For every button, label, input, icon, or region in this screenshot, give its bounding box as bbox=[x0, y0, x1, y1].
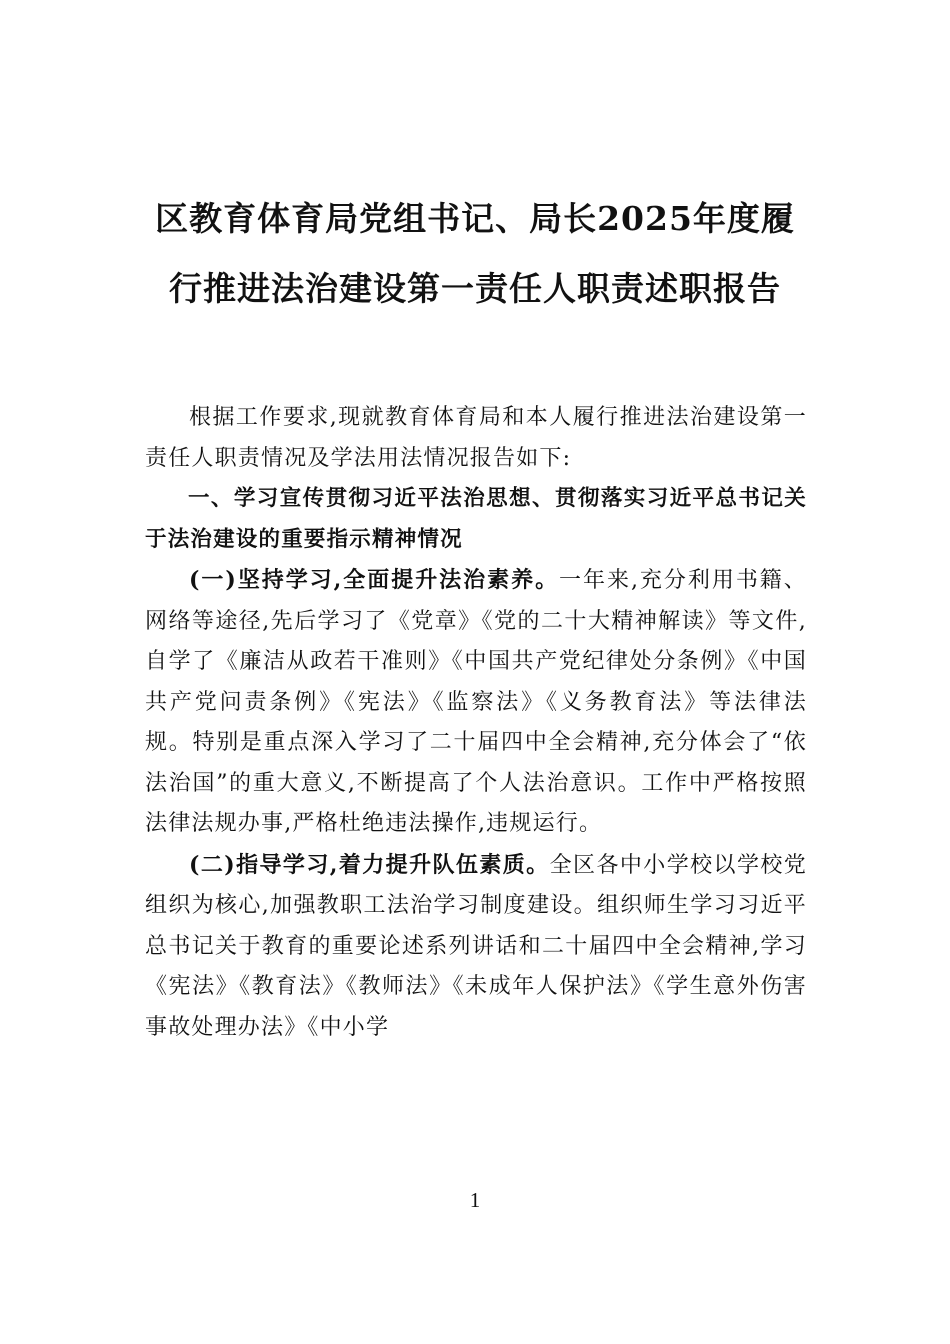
document-title-line-2: 行推进法治建设第一责任人职责述职报告 bbox=[169, 269, 781, 308]
intro-paragraph: 根据工作要求,现就教育体育局和本人履行推进法治建设第一责任人职责情况及学法用法情况报告如下: bbox=[145, 405, 807, 471]
item-2-paragraph bbox=[145, 845, 807, 1049]
document-title-line-1: 区教育体育局党组书记、局长2025年度履 bbox=[155, 199, 795, 238]
document-body bbox=[145, 398, 807, 1048]
section-1-heading: 一、学习宣传贯彻习近平法治思想、贯彻落实习近平总书记关于法治建设的重要指示精神情况 bbox=[145, 486, 807, 552]
page-number: 1 bbox=[469, 1188, 481, 1212]
item-2-body: 全区各中小学校以学校党组织为核心,加强教职工法治学习制度建设。组织师生学习习近平总书记关于教育的重要论述系列讲话和二十届四中全会精神,学习《宪法》《教育法》《教师法》《未成年人保护法》《学生意外伤害事故处理办法》《中小学 bbox=[145, 852, 807, 1040]
item-1-paragraph bbox=[145, 560, 807, 845]
item-1-body: 一年来,充分利用书籍、网络等途径,先后学习了《党章》《党的二十大精神解读》等文件,自学了《廉洁从政若干准则》《中国共产党纪律处分条例》《中国共产党问责条例》《宪法》《监察法》《义务教育法》等法律法规。特别是重点深入学习了二十届四中全会精神,充分体会了“依法治国”的重大意义,不断提高了个人法治意识。工作中严格按照法律法规办事,严格杜绝违法操作,违规运行。 bbox=[145, 568, 807, 836]
item-1-lead: (一)坚持学习,全面提升法治素养。 bbox=[189, 567, 560, 593]
item-2-lead: (二)指导学习,着力提升队伍素质。 bbox=[189, 851, 550, 878]
